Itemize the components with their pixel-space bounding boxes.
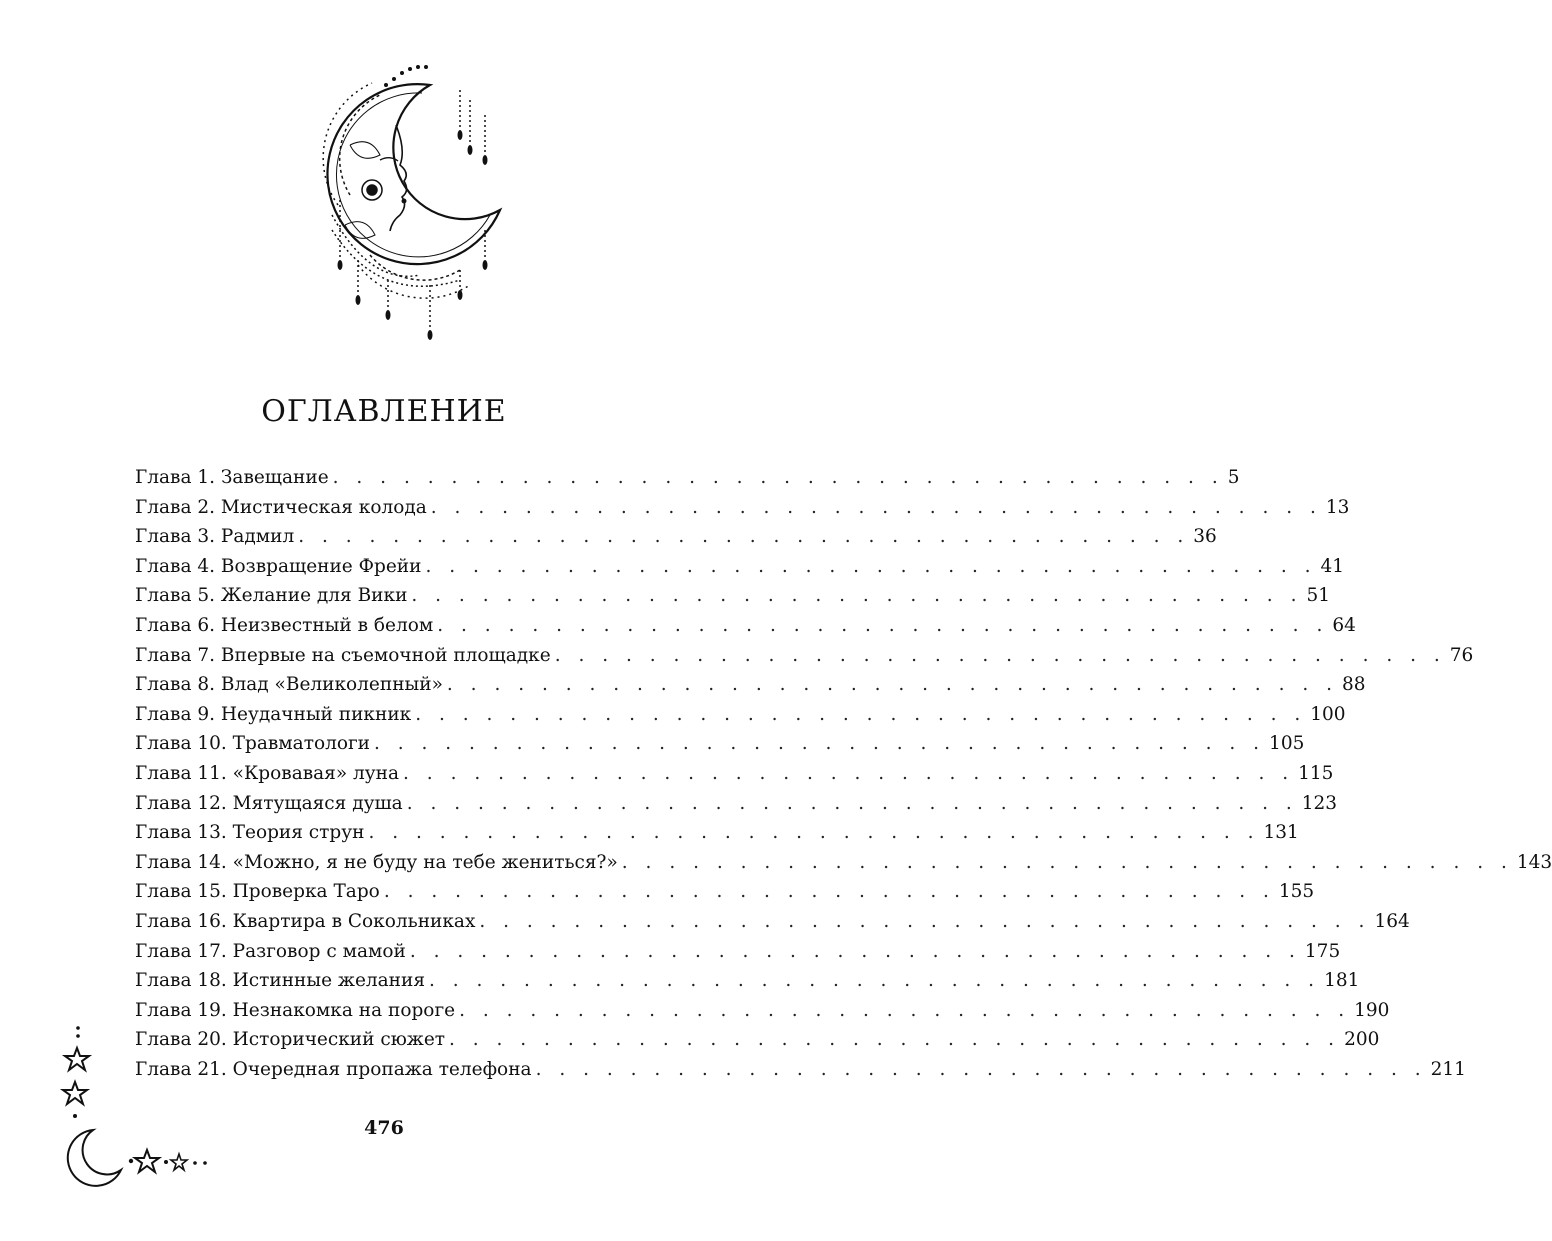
toc-leader: . . . . . . . . . . . . . . . . . . . . . . . . . . . . . . . . . . . . . . [459,999,1351,1021]
toc-entry-page: 155 [1278,881,1315,903]
toc-entry[interactable] [135,555,1345,586]
toc-leader: . . . . . . . . . . . . . . . . . . . . . . . . . . . . . . . . . . . . . . [411,585,1303,607]
toc-leader: . . . . . . . . . . . . . . . . . . . . . . . . . . . . . . . . . . . . . . [374,733,1266,755]
toc-entry[interactable] [135,851,1552,882]
toc-entry-label: Глава 8. Влад «Великолепный» [135,674,443,696]
toc-entry[interactable] [135,940,1341,971]
toc-entry-page: 5 [1227,467,1240,488]
toc-entry-page: 211 [1430,1058,1466,1080]
toc-leader: . . . . . . . . . . . . . . . . . . . . . . . . . . . . . . . . . . . . . . [298,526,1190,548]
toc-entry-page: 123 [1301,792,1338,814]
toc-leader: . . . . . . . . . . . . . . . . . . . . . . . . . . . . . . . . . . . . . . [554,644,1446,666]
toc-entry-page: 88 [1341,674,1366,696]
toc-entry[interactable] [135,614,1356,645]
toc-entry[interactable] [135,644,1474,675]
toc-entry[interactable] [135,703,1346,734]
toc-entry-page: 100 [1310,703,1346,725]
toc-leader: . . . . . . . . . . . . . . . . . . . . . . . . . . . . . . . . . . . . . . [383,881,1275,903]
page-number: 476 [364,1117,404,1139]
toc-entry-page: 64 [1332,614,1356,636]
toc-entry-label: Глава 5. Желание для Вики [135,585,408,607]
toc-entry-page: 181 [1324,970,1360,992]
toc-leader: . . . . . . . . . . . . . . . . . . . . . . . . . . . . . . . . . . . . . . [437,614,1329,636]
toc-entry-label: Глава 19. Незнакомка на пороге [135,999,456,1021]
toc-entry-label: Глава 3. Радмил [135,526,295,548]
toc-entry-label: Глава 16. Квартира в Сокольниках [135,910,476,932]
toc-entry-page: 190 [1354,999,1390,1021]
toc-leader: . . . . . . . . . . . . . . . . . . . . . . . . . . . . . . . . . . . . . . [403,762,1295,784]
toc-entry-label: Глава 6. Неизвестный в белом [135,614,434,636]
toc-leader: . . . . . . . . . . . . . . . . . . . . . . . . . . . . . . . . . . . . . . [368,822,1260,844]
toc-leader: . . . . . . . . . . . . . . . . . . . . . . . . . . . . . . . . . . . . . . [430,496,1322,518]
toc-entry-page: 164 [1374,910,1410,932]
toc-entry[interactable] [135,881,1315,911]
toc-entry[interactable] [135,526,1217,556]
toc-entry-page: 36 [1193,526,1217,548]
toc-entry-label: Глава 20. Исторический сюжет [135,1029,446,1051]
toc-entry-label: Глава 15. Проверка Таро [135,881,380,903]
toc-entry-page: 105 [1269,733,1305,755]
toc-entry[interactable] [135,792,1338,823]
toc-entry-label: Глава 4. Возвращение Фрейи [135,555,422,577]
toc-entry[interactable] [135,762,1334,793]
toc-leader: . . . . . . . . . . . . . . . . . . . . . . . . . . . . . . . . . . . . . . [621,851,1513,873]
toc-entry-page: 175 [1304,940,1341,962]
toc-entry-page: 51 [1306,585,1330,607]
toc-entry-label: Глава 2. Мистическая колода [135,496,427,518]
toc-entry-page: 13 [1325,496,1350,518]
toc-entry[interactable] [135,970,1360,1000]
toc-entry[interactable] [135,822,1299,852]
toc-leader: . . . . . . . . . . . . . . . . . . . . . . . . . . . . . . . . . . . . . . [425,555,1317,577]
toc-entry-page: 200 [1344,1029,1380,1051]
toc-entry[interactable] [135,674,1366,704]
toc-entry-page: 115 [1298,762,1334,784]
toc-entry-page: 143 [1516,851,1552,873]
toc-entry-page: 76 [1449,644,1474,666]
toc-leader: . . . . . . . . . . . . . . . . . . . . . . . . . . . . . . . . . . . . . . [415,703,1307,725]
toc-entry-label: Глава 12. Мятущаяся душа [135,792,403,814]
toc-entry[interactable] [135,496,1350,527]
toc-entry[interactable] [135,733,1305,763]
toc-entry-label: Глава 13. Теория струн [135,822,365,844]
toc-entry[interactable] [135,585,1330,615]
toc-leader: . . . . . . . . . . . . . . . . . . . . . . . . . . . . . . . . . . . . . . [429,970,1321,992]
crescent-moon-face-icon [310,55,510,345]
toc-leader: . . . . . . . . . . . . . . . . . . . . . . . . . . . . . . . . . . . . . . [446,674,1338,696]
toc-entry-label: Глава 9. Неудачный пикник [135,703,412,725]
toc-entry-label: Глава 21. Очередная пропажа телефона [135,1058,532,1080]
toc-entry-label: Глава 14. «Можно, я не буду на тебе жениться?» [135,851,618,873]
toc-entry-label: Глава 10. Травматологи [135,733,370,755]
toc-entry-label: Глава 17. Разговор с мамой [135,940,406,962]
toc-leader: . . . . . . . . . . . . . . . . . . . . . . . . . . . . . . . . . . . . . . [406,792,1298,814]
toc-leader: . . . . . . . . . . . . . . . . . . . . . . . . . . . . . . . . . . . . . . [535,1058,1427,1080]
toc-entry-label: Глава 18. Истинные желания [135,970,426,992]
toc-list [135,467,1552,1088]
toc-entry-page: 41 [1320,555,1345,577]
toc-title: ОГЛАВЛЕНИЕ [261,394,507,429]
moon-stars-icon [55,1020,225,1180]
toc-entry[interactable] [135,910,1410,941]
toc-entry[interactable] [135,467,1240,497]
toc-leader: . . . . . . . . . . . . . . . . . . . . . . . . . . . . . . . . . . . . . . [332,467,1224,488]
toc-entry-label: Глава 1. Завещание [135,467,329,488]
toc-entry-page: 131 [1263,822,1299,844]
toc-entry-label: Глава 7. Впервые на съемочной площадке [135,644,551,666]
toc-leader: . . . . . . . . . . . . . . . . . . . . . . . . . . . . . . . . . . . . . . [479,910,1371,932]
toc-leader: . . . . . . . . . . . . . . . . . . . . . . . . . . . . . . . . . . . . . . [449,1029,1341,1051]
toc-leader: . . . . . . . . . . . . . . . . . . . . . . . . . . . . . . . . . . . . . . [409,940,1301,962]
toc-entry-label: Глава 11. «Кровавая» луна [135,762,400,784]
